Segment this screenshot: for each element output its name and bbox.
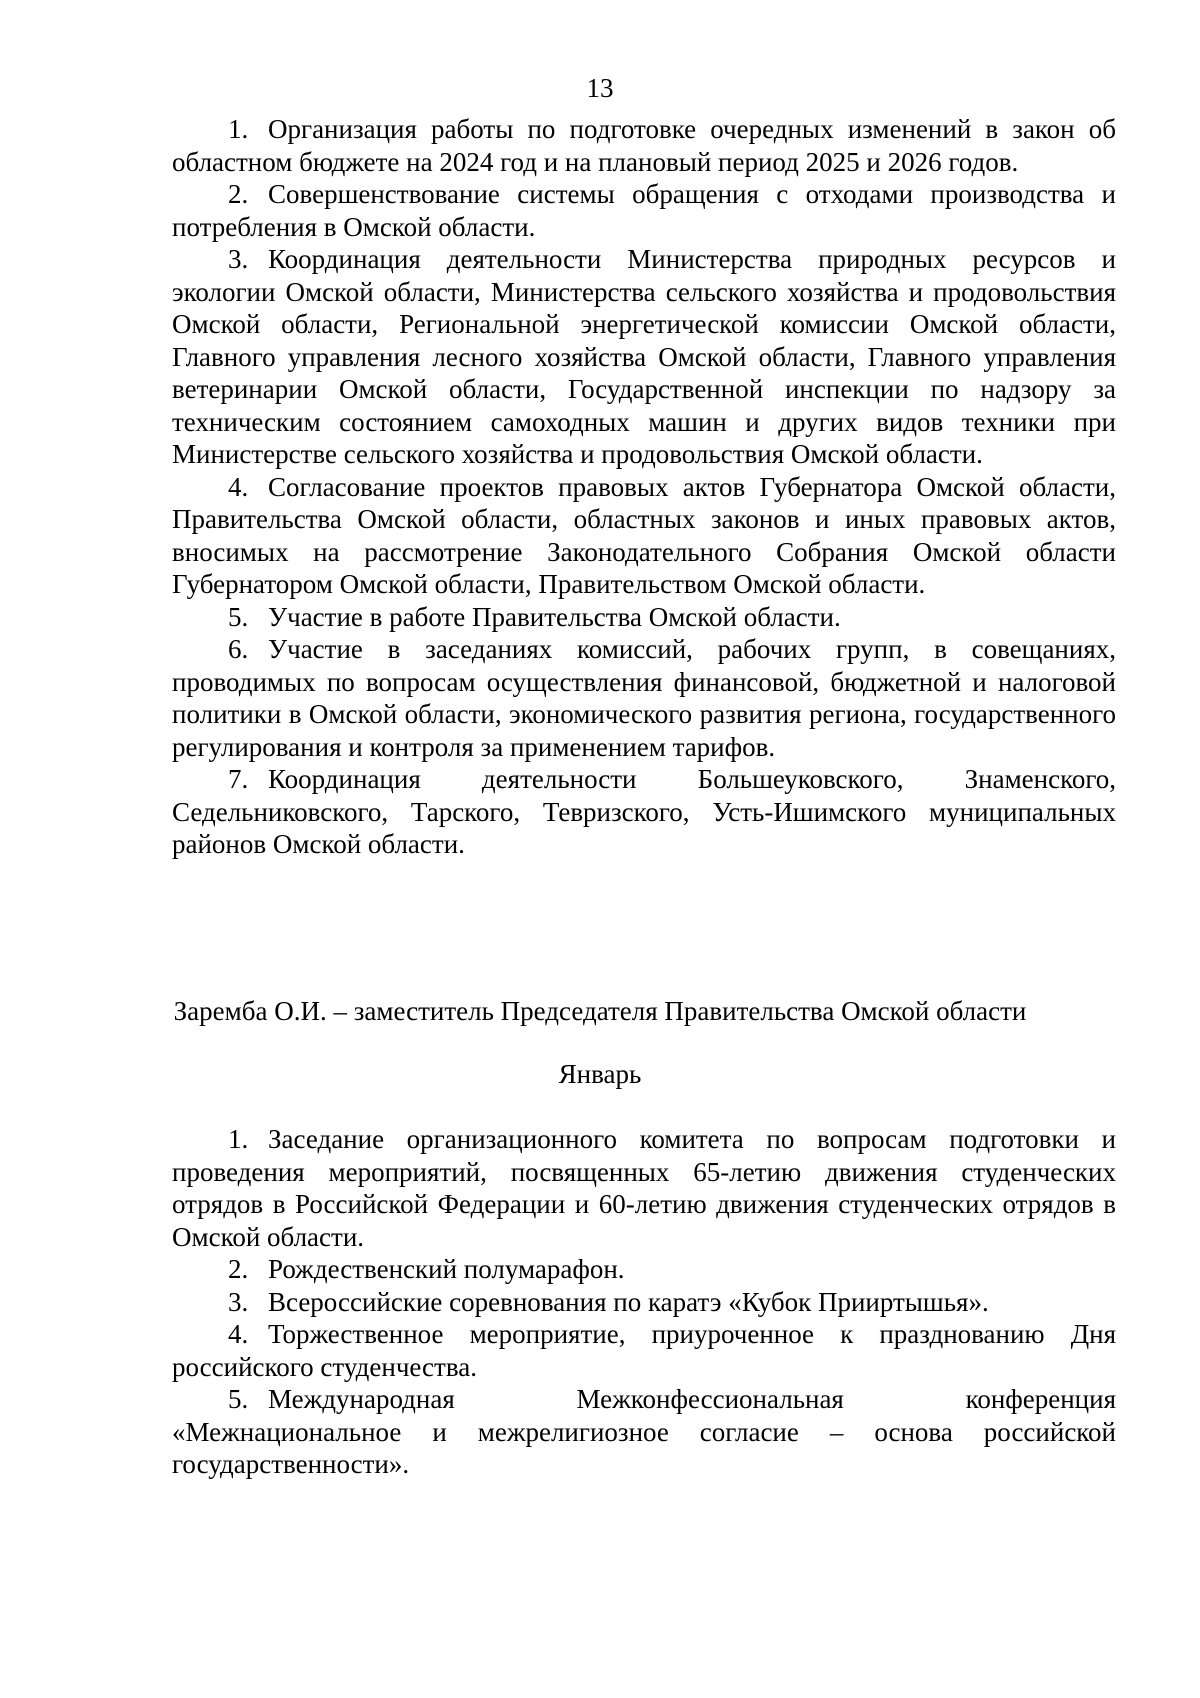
item-text: Участие в работе Правительства Омской области. (268, 601, 841, 632)
item-text: Всероссийские соревнования по каратэ «Кубок Прииртышья». (268, 1286, 989, 1317)
item-number: 1. (228, 1124, 249, 1154)
list-item (172, 471, 1116, 601)
item-text: Заседание организационного комитета по вопросам подготовки и проведения мероприятий, посвященных 65-летию движения студенческих отрядов в Российской Федерации и 60-летию движения студенческих отрядов в Омской области. (172, 1124, 1116, 1252)
list-item (172, 178, 1116, 243)
month-heading: Январь (558, 1059, 642, 1089)
item-number: 3. (228, 1286, 249, 1317)
item-number: 5. (228, 1384, 249, 1414)
item-number: 2. (228, 1254, 249, 1284)
item-number: 2. (228, 179, 249, 209)
item-text: Участие в заседаниях комиссий, рабочих групп, в совещаниях, проводимых по вопросам осуществления финансовой, бюджетной и налоговой политики в Омской области, экономического развития региона, государственного регулирования и контроля за применением тарифов. (172, 634, 1116, 762)
item-number: 7. (228, 764, 249, 794)
list-item (172, 113, 1116, 178)
item-text: Координация деятельности Большеуковского, Знаменского, Седельниковского, Тарского, Тевризского, Усть-Ишимского муниципальных районов Омской области. (172, 764, 1116, 859)
item-text: Торжественное мероприятие, приуроченное к празднованию Дня российского студенчества. (172, 1319, 1116, 1382)
item-text: Согласование проектов правовых актов Губернатора Омской области, Правительства Омской области, областных законов и иных правовых актов, вносимых на рассмотрение Законодательного Собрания Омской области Губернатором Омской области, Правительством Омской области. (172, 471, 1116, 599)
item-number: 1. (228, 114, 249, 144)
item-number: 4. (228, 471, 249, 502)
item-number: 6. (228, 634, 249, 664)
list-item (172, 1383, 1116, 1481)
page-number: 13 (586, 73, 614, 103)
duties-list (172, 113, 1116, 861)
list-item (172, 1286, 1116, 1319)
item-text: Рождественский полумарафон. (268, 1254, 625, 1284)
item-text: Совершенствование системы обращения с отходами производства и потребления в Омской области. (172, 179, 1116, 242)
item-text: Международная Межконфессиональная конференция «Межнациональное и межрелигиозное согласие – основа российской государственности». (172, 1384, 1116, 1479)
list-item (172, 1318, 1116, 1383)
person-heading: Заремба О.И. – заместитель Председателя Правительства Омской области (173, 996, 1027, 1026)
item-text: Организация работы по подготовке очередных изменений в закон об областном бюджете на 2024 год и на плановый период 2025 и 2026 годов. (172, 114, 1116, 177)
list-item (172, 763, 1116, 861)
item-number: 3. (228, 244, 249, 274)
list-item (172, 243, 1116, 471)
list-item (172, 633, 1116, 763)
events-list (172, 1123, 1116, 1481)
item-text: Координация деятельности Министерства природных ресурсов и экологии Омской области, Министерства сельского хозяйства и продовольствия Омской области, Региональной энергетической комиссии Омской области, Главного управления лесного хозяйства Омской области, Главного управления ветеринарии Омской области, Государственной инспекции по надзору за техническим состоянием самоходных машин и других видов техники при Министерстве сельского хозяйства и продовольствия Омской области. (172, 244, 1116, 469)
item-number: 5. (228, 601, 249, 632)
list-item (172, 601, 1116, 634)
item-number: 4. (228, 1319, 249, 1349)
list-item (172, 1253, 1116, 1286)
list-item (172, 1123, 1116, 1253)
